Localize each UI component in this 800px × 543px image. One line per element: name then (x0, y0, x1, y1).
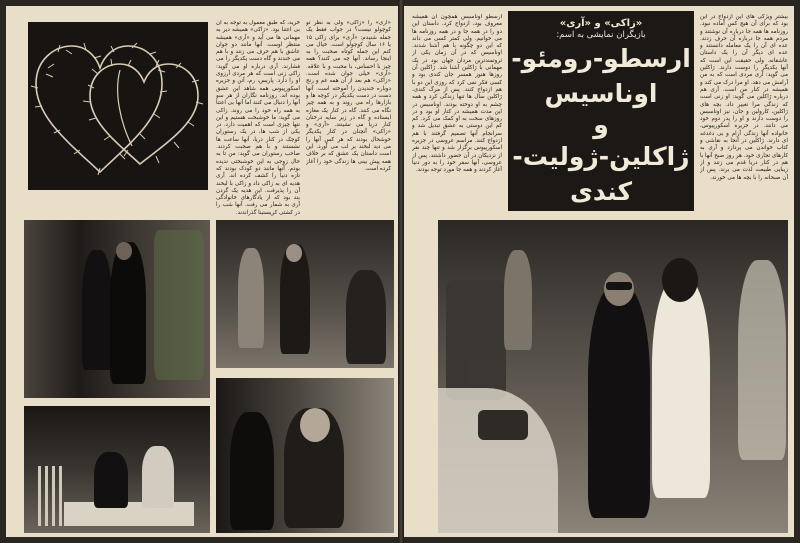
article-deck: بازیگران نمایشی به اسم: (556, 30, 646, 40)
body-text: ارسطو اوناسیس همچون آن همیشه معروف بود، ازدواج کرد. داستان این دو را در همه جا و در همه روزنامه ها می خوانیم. ولی کمتر کسی می داند که این دو چگونه با هم آشنا شدند. اوناسیس که در آن زمان یکی از ثروتمندترین مردان جهان بود در یک مهمانی با ژاکلین آشنا شد. ژاکلین آن روزها هنوز همسر جان کندی بود و کسی فکر نمی کرد که روزی این دو با هم ازدواج کنند. پس از مرگ کندی، ژاکلین سال ها تنها زندگی کرد و همه چشم به او دوخته بودند. اوناسیس در این مدت همیشه در کنار او بود و در روزهای سخت به او کمک می کرد. کم کم این دوستی به عشق تبدیل شد و سرانجام آنها تصمیم گرفتند با هم ازدواج کنند. مراسم عروسی در جزیره اسکورپیوس برگزار شد و تنها چند نفر از نزدیکان در آن حضور داشتند. پس از عروسی، آنها سفر خود را به دور دنیا آغاز کردند و همه جا مورد توجه بودند. (412, 14, 502, 174)
headline-line-4: ژاکلین-ژولیت- (512, 142, 690, 171)
photo-couple-arriving-with-photographers (438, 220, 788, 533)
headline-line-1: ارسطو-رومئو- (511, 44, 691, 73)
body-text: خرید، که طبق معمول به توجه به آن بی اعتنا بود. «زاکی» همیشه دیر به مهمانی ها می آید و «آری» همیشه منتظر اوست. آنها مانند دو جوان عاشق با هم حرف می زنند و با هم می خندند و گاه دست یکدیگر را می فشارند. آری درباره او می گوید: زاکی زنی است که هر مردی آرزوی او را دارد. پاریس، رم، آتن و جزیره اسکورپیوس همه شاهد این عشق بوده اند. روزنامه نگاران از هر سو آنها را دنبال می کنند اما آنها بی اعتنا به همه راه خود را می روند. زاکی می گوید: ما خوشبخت هستیم و این تنها چیزی است که اهمیت دارد. در یکی از شب ها، در یک رستوران کوچک در کنار دریا، آنها ساعت ها نشستند و با هم صحبت کردند. صاحب رستوران می گوید: من تا به حال زوجی به این خوشبختی ندیده بودم. آنها مانند دو کودک بودند که تازه دنیا را کشف کرده اند. آری هدیه ای به زاکی داد و زاکی با لبخند آن را پذیرفت. این هدیه یک گردن بند بود که از یادگارهای خانوادگی آری به شمار می رفت. آنها شب را در کشتی کریستینا گذراندند. (216, 20, 300, 216)
left-page-text-column-left (216, 20, 300, 216)
right-page (404, 6, 794, 537)
body-text: بیشتر ویژگی های این ازدواج در این بود که برای آن هیچ کس آماده نبود. روزنامه ها همه جا درباره آن نوشتند و مردم همه جا درباره آن حرف زدند. عده ای آن را یک معامله دانستند و عده ای دیگر آن را یک داستان عاشقانه. ولی حقیقت این است که آنها یکدیگر را دوست دارند. ژاکلین می گوید: آری مردی است که به من آرامش می دهد. او مرا درک می کند و همیشه در کنار من است. آری هم درباره ژاکلین می گوید: او زنی است که زندگی مرا تغییر داد. بچه های ژاکلین، کارولین و جان، نیز اوناسیس را دوست دارند و او را پدر دوم خود می دانند. در جزیره اسکورپیوس، خانواده آنها زندگی آرام و بی دغدغه ای دارند. ژاکلین در آنجا به نقاشی و کتاب خواندن می پردازد و آری به کارهای تجاری خود. هر روز صبح آنها با هم در کنار دریا قدم می زنند و از زیبایی طبیعت لذت می برند. پس از آن صبحانه را با بچه ها می خورند. (700, 14, 788, 181)
article-headline-box (508, 11, 694, 211)
barbed-wire-hearts-icon (28, 22, 208, 190)
article-kicker: «زاکی» و «آری» (559, 18, 643, 29)
photo-restaurant-terrace (24, 406, 210, 533)
body-text: «آری» را «زاکی» ولی به نظر تو کوچولو نیست؟ در جواب فقط یک جمله شنیدم: «آری» برای زاکی ۱۵ یا ۱۶ سال کوچولو است. خیال می کنم این جمله کوتاه صحبت را به اینجا رساند. آنها چه می کنند؟ همه چیز با احساس، با محبت و با علاقه. «آری» خیلی جوان شده است. «زاکی» هم بعد از آن همه غم و رنج دوباره خندیدن را آموخته است. آنها دست در دست یکدیگر در کوچه ها و بازارها راه می روند و به همه چیز نگاه می کنند. گاه در کنار یک مغازه ایستاده و گاه در زیر سایه درختان کنار دریا می نشینند. «آری» و «زاکی» آنچنان در کنار یکدیگر خوشحال بودند که هر کس آنها را می دید لبخند بر لب می آورد. این است داستان یک عشق که بر خلاف همه پیش بینی ها زندگی خود را آغاز کرده است. (306, 20, 391, 172)
headline-line-5: کندی (569, 177, 633, 206)
photo-couple-in-car (216, 378, 394, 533)
headline-line-2: اوناسیس (544, 79, 658, 108)
barbed-wire-hearts-illustration (28, 22, 208, 190)
headline-line-3: و (593, 110, 609, 139)
photo-couple-walking-street (216, 220, 394, 368)
photo-couple-walking-night (24, 220, 210, 398)
right-page-text-column-right (700, 14, 788, 214)
left-page-text-column-right (306, 20, 391, 216)
left-page (6, 6, 398, 537)
right-page-text-column-left (412, 14, 502, 214)
